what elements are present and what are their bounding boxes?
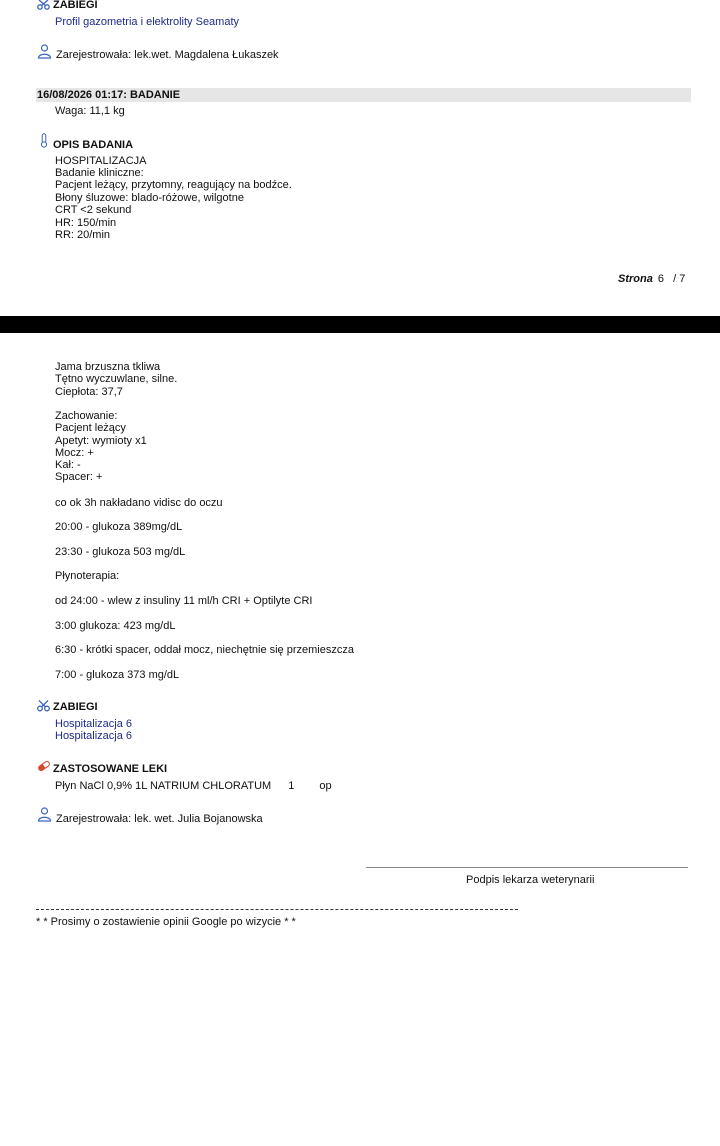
desc-line: HOSPITALIZACJA bbox=[55, 155, 147, 167]
doctor-icon bbox=[37, 44, 52, 62]
visit-header-bar bbox=[36, 88, 691, 102]
pill-icon bbox=[37, 760, 51, 775]
desc-line: RR: 20/min bbox=[55, 229, 111, 241]
body-line: Pacjent leżący bbox=[55, 422, 126, 434]
registered-by: Zarejestrowała: lek.wet. Magdalena Łukaszek bbox=[56, 49, 279, 61]
visit-header: 16/08/2026 01:17: BADANIE bbox=[37, 89, 181, 101]
note-line: 23:30 - glukoza 503 mg/dL bbox=[55, 546, 186, 558]
page-total: / 7 bbox=[673, 273, 686, 285]
body-line: Jama brzuszna tkliwa bbox=[55, 361, 161, 373]
page-number bbox=[618, 273, 685, 285]
note-line: 3:00 glukoza: 423 mg/dL bbox=[55, 620, 176, 632]
body-line: Apetyt: wymioty x1 bbox=[55, 435, 147, 447]
desc-line: Badanie kliniczne: bbox=[55, 167, 144, 179]
leki-title: ZASTOSOWANE LEKI bbox=[53, 763, 168, 775]
zabiegi-item: Profil gazometria i elektrolity Seamaty bbox=[55, 16, 240, 28]
note-line: Płynoterapia: bbox=[55, 570, 120, 582]
desc-line: Pacjent leżący, przytomny, reagujący na bodźce. bbox=[55, 179, 292, 191]
note-line: 7:00 - glukoza 373 mg/dL bbox=[55, 669, 180, 681]
scissors-icon bbox=[37, 700, 50, 715]
zabiegi-title: ZABIEGI bbox=[53, 0, 98, 11]
leki-row bbox=[55, 780, 332, 792]
thermometer-icon bbox=[40, 133, 48, 151]
note-line: od 24:00 - wlew z insuliny 11 ml/h CRI + Optilyte CRI bbox=[55, 595, 313, 607]
desc-line: Błony śluzowe: blado-różowe, wilgotne bbox=[55, 192, 244, 204]
zabiegi-item: Hospitalizacja 6 bbox=[55, 718, 133, 730]
zabiegi-item: Hospitalizacja 6 bbox=[55, 730, 133, 742]
signature-label: Podpis lekarza weterynarii bbox=[466, 874, 595, 886]
leki-name: Płyn NaCl 0,9% 1L NATRIUM CHLORATUM bbox=[55, 780, 272, 792]
body-line: Spacer: + bbox=[55, 471, 103, 483]
note-line: 6:30 - krótki spacer, oddał mocz, niechętnie się przemieszcza bbox=[55, 644, 354, 656]
note-line: 20:00 - glukoza 389mg/dL bbox=[55, 521, 183, 533]
scissors-icon bbox=[37, 0, 50, 13]
google-note: * * Prosimy o zostawienie opinii Google po wizycie * * bbox=[36, 916, 296, 928]
body-line: Kał: - bbox=[55, 459, 81, 471]
dashed-divider bbox=[36, 909, 518, 910]
signature-line bbox=[366, 867, 688, 868]
body-line: Ciepłota: 37,7 bbox=[55, 386, 123, 398]
desc-line: CRT <2 sekund bbox=[55, 204, 132, 216]
body-line: Tętno wyczuwlane, silne. bbox=[55, 373, 178, 385]
visit-weight: Waga: 11,1 kg bbox=[55, 105, 125, 117]
desc-title: OPIS BADANIA bbox=[53, 139, 134, 151]
desc-line: HR: 150/min bbox=[55, 217, 117, 229]
body-line: Zachowanie: bbox=[55, 410, 118, 422]
body-line: Mocz: + bbox=[55, 447, 94, 459]
leki-unit: op bbox=[319, 780, 332, 792]
leki-qty: 1 bbox=[288, 780, 295, 792]
page-separator bbox=[0, 316, 720, 333]
page-word: Strona bbox=[618, 273, 653, 285]
registered-by: Zarejestrowała: lek. wet. Julia Bojanowska bbox=[56, 813, 263, 825]
zabiegi-title: ZABIEGI bbox=[53, 701, 98, 713]
doctor-icon bbox=[37, 807, 52, 825]
page-current: 6 bbox=[657, 273, 665, 285]
note-line: co ok 3h nakładano vidisc do oczu bbox=[55, 497, 223, 509]
